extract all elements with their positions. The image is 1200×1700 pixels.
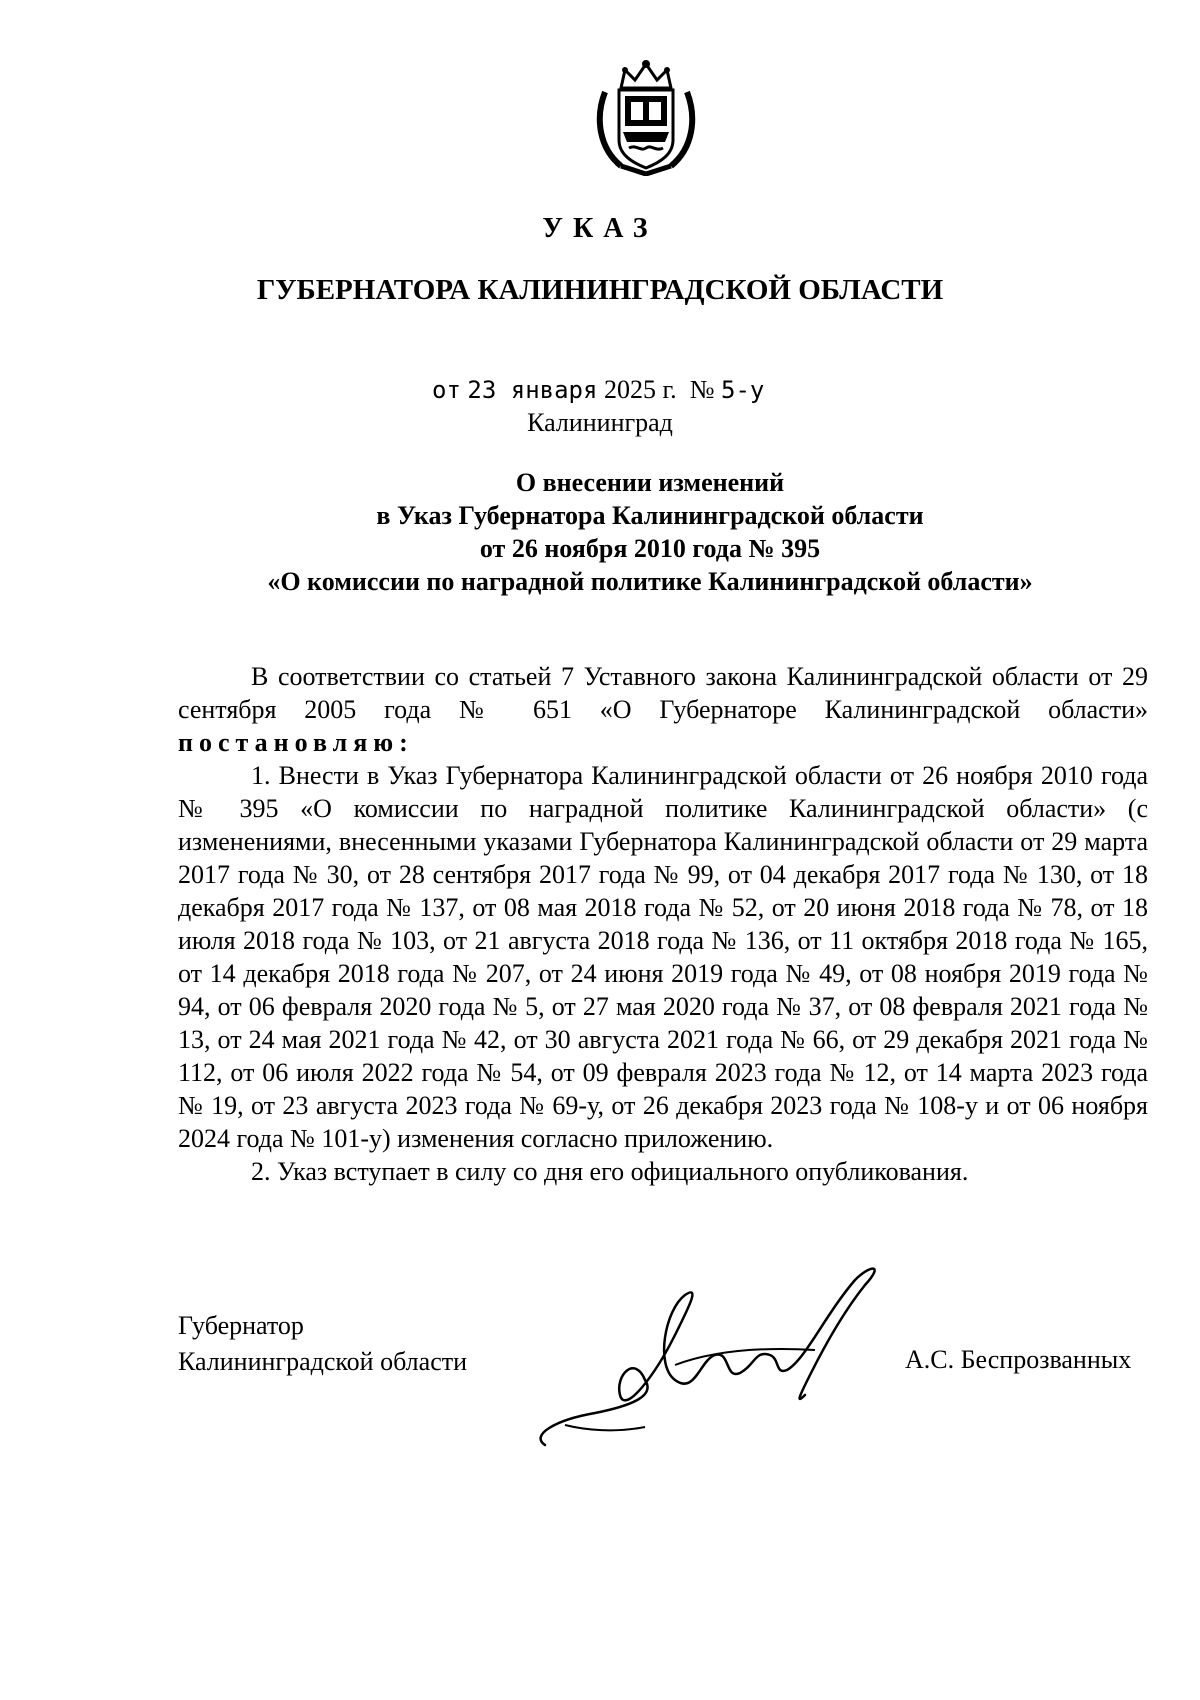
heading-line: в Указ Губернатора Калининградской области	[376, 501, 924, 530]
item-1-paragraph: 1. Внести в Указ Губернатора Калининградской области от 26 ноября 2010 года № 395 «О комиссии по наградной политике Калининградской области» (с изменениями, внесенными указами Губернатора Калининградской области от 29 марта 2017 года № 30, от 28 сентября 2017 года № 99, от 04 декабря 2017 года № 130, от 18 декабря 2017 года № 137, от 08 мая 2018 года № 52, от 20 июня 2018 года № 78, от 18 июля 2018 года № 103, от 21 августа 2018 года № 136, от 11 октября 2018 года № 165, от 14 декабря 2018 года № 207, от 24 июня 2019 года № 49, от 08 ноября 2019 года № 94, от 06 февраля 2020 года № 5, от 27 мая 2020 года № 37, от 08 февраля 2021 года № 13, от 24 мая 2021 года № 42, от 30 августа 2021 года № 66, от 29 декабря 2021 года № 112, от 06 июля 2022 года № 54, от 09 февраля 2023 года № 12, от 14 марта 2023 года № 19, от 23 августа 2023 года № 69-у, от 26 декабря 2023 года № 108-у и от 06 ноября 2024 года № 101-у) изменения согласно приложению.	[178, 761, 1148, 1153]
decree-heading	[200, 466, 1100, 598]
handwritten-signature-icon	[525, 1255, 905, 1455]
preamble-paragraph	[178, 660, 1148, 759]
issuer-title: ГУБЕРНАТОРА КАЛИНИНГРАДСКОЙ ОБЛАСТИ	[256, 274, 944, 306]
heading-line: «О комиссии по наградной политике Калининградской области»	[267, 567, 1033, 596]
decree-number: 5-у	[721, 376, 765, 404]
position-line: Калининградской области	[178, 1347, 468, 1376]
date-number-line	[432, 375, 764, 405]
coat-of-arms-icon	[591, 58, 701, 176]
decree-body	[178, 660, 1148, 1188]
date-prefix: от	[432, 376, 461, 404]
signatory-position	[178, 1308, 467, 1380]
date-year: 2025 г.	[603, 375, 677, 404]
position-line: Губернатор	[178, 1311, 304, 1340]
city: Калининград	[527, 408, 673, 437]
heading-line: от 26 ноября 2010 года № 395	[479, 534, 821, 563]
decree-word: постановляю:	[178, 728, 414, 757]
document-type-title: УКАЗ	[542, 213, 658, 244]
number-prefix: №	[689, 375, 715, 404]
preamble-text: В соответствии со статьей 7 Уставного закона Калининградской области от 29 сентября 2005 года № 651 «О Губернаторе Калининградской области»	[178, 662, 1148, 724]
heading-line: О внесении изменений	[515, 468, 785, 497]
date-value: 23 января	[467, 376, 598, 404]
signatory-name: А.С. Беспрозванных	[905, 1345, 1132, 1374]
item-2-paragraph: 2. Указ вступает в силу со дня его официального опубликования.	[251, 1157, 969, 1186]
